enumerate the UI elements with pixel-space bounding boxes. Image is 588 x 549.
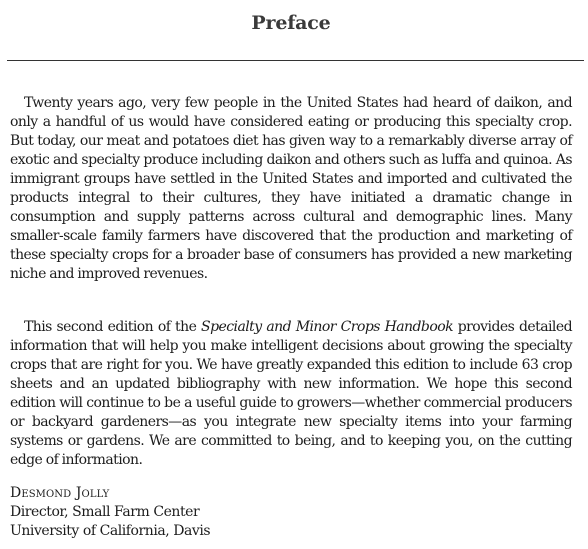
book-title: Specialty and Minor Crops Handbook — [201, 319, 454, 335]
page-title: Preface — [251, 12, 331, 34]
paragraph-2-lead-text: This second edition of the — [24, 319, 202, 335]
paragraph-2-text: provides detailed information that will help you make intelligent decisions about growing the specialty crops that are right for you. We have greatly expanded this edition to include 63 crop sheets and an updated bibliography with new information. We hope this second edition will continue to be a useful guide to growers—whether commercial producers or backyard gardeners—as you integrate new specialty items into your farming systems or gardens. We are committed to being, and to keeping you, on the cutting edge of information. — [10, 319, 572, 468]
signatory-title: Director, Small Farm Center — [10, 504, 200, 520]
paragraph-1-text: Twenty years ago, very few people in the United States had heard of daikon, and only a handful of us would have considered eating or producing this specialty crop. But today, our meat and potatoes diet has given way to a remarkably diverse array of exotic and specialty produce including daikon and others such as luffa and quinoa. As immigrant groups have settled in the United States and imported and cultivated the products integral to their cultures, they have initiated a dramatic change in consumption and supply patterns across cultural and demographic lines. Many smaller-scale family farmers have discovered that the production and marketing of these specialty crops for a broader base of consumers has provided a new marketing niche and improved revenues. — [10, 95, 572, 282]
preface-paragraph-1 — [10, 94, 572, 284]
preface-paragraph-2 — [10, 318, 572, 470]
signature-block — [10, 484, 210, 541]
signatory-institution: University of California, Davis — [10, 523, 211, 539]
title-divider — [7, 60, 584, 61]
preface-page — [10, 0, 572, 549]
signatory-name: Desmond Jolly — [10, 485, 110, 501]
